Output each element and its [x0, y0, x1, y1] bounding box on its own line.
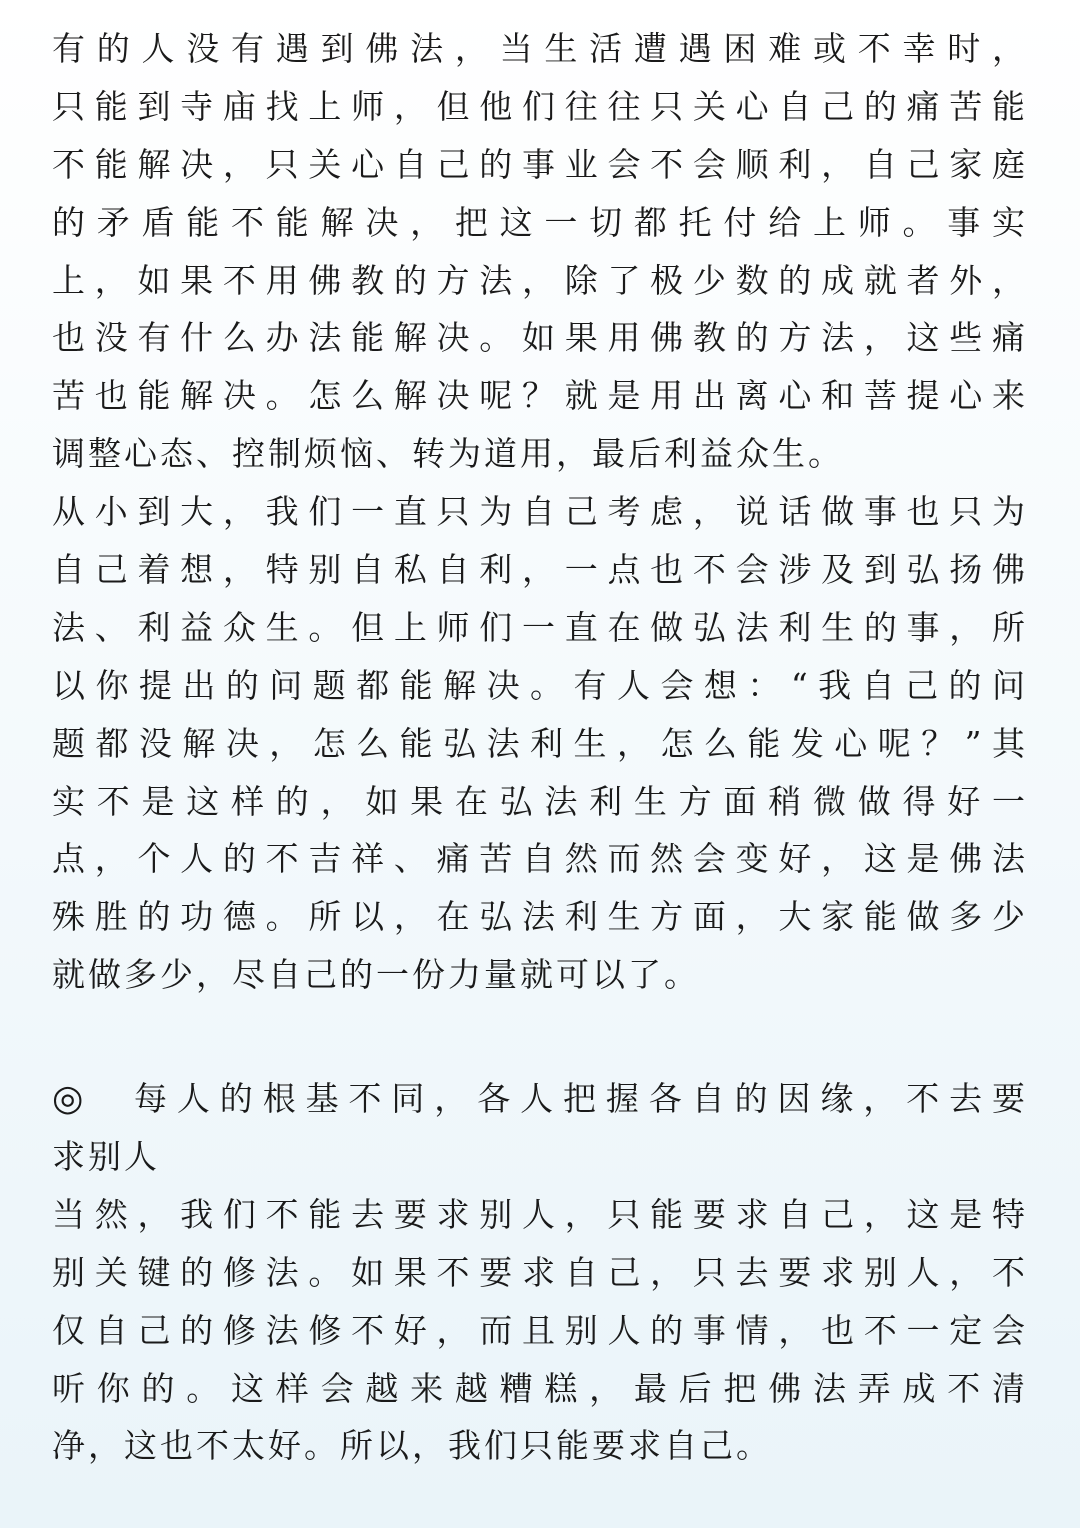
- heading-continuation: 求别人: [52, 1137, 160, 1177]
- text-line: 仅自己的修法修不好，而且别人的事情，也不一定会: [52, 1310, 1028, 1350]
- heading-line: [52, 1070, 1028, 1128]
- text-line: 上，如果不用佛教的方法，除了极少数的成就者外，: [52, 260, 1028, 300]
- text-line: 以你提出的问题都能解决。有人会想：“我自己的问: [52, 665, 1028, 705]
- text-line: 从小到大，我们一直只为自己考虑，说话做事也只为: [52, 492, 1028, 532]
- text-line: 的矛盾能不能解决，把这一切都托付给上师。事实: [52, 202, 1028, 242]
- text-line: 也没有什么办法能解决。如果用佛教的方法，这些痛: [52, 318, 1028, 358]
- text-line: 净，这也不太好。所以，我们只能要求自己。: [52, 1426, 772, 1466]
- text-line: 别关键的修法。如果不要求自己，只去要求别人，不: [52, 1252, 1028, 1292]
- text-line: 法、利益众生。但上师们一直在做弘法利生的事，所: [52, 607, 1028, 647]
- text-line: 就做多少，尽自己的一份力量就可以了。: [52, 955, 700, 995]
- text-line: 题都没解决，怎么能弘法利生，怎么能发心呢？”其: [52, 723, 1028, 763]
- text-line: 当然，我们不能去要求别人，只能要求自己，这是特: [52, 1194, 1028, 1234]
- text-line: 实不是这样的，如果在弘法利生方面稍微做得好一: [52, 781, 1028, 821]
- text-line: 调整心态、控制烦恼、转为道用，最后利益众生。: [52, 434, 844, 474]
- paragraph-benefit-beings: [52, 483, 1028, 1004]
- heading-text: 每人的根基不同，各人把握各自的因缘，不去要: [134, 1079, 1028, 1119]
- paragraph-seeking-help: [52, 20, 1028, 483]
- paragraph-require-oneself: [52, 1186, 1028, 1475]
- text-line: 殊胜的功德。所以，在弘法利生方面，大家能做多少: [52, 897, 1028, 937]
- text-line: 点，个人的不吉祥、痛苦自然而然会变好，这是佛法: [52, 839, 1028, 879]
- text-line: 苦也能解决。怎么解决呢？就是用出离心和菩提心来: [52, 376, 1028, 416]
- text-line: 只能到寺庙找上师，但他们往往只关心自己的痛苦能: [52, 86, 1028, 126]
- section-spacer: [52, 1004, 1028, 1070]
- text-line: 听你的。这样会越来越糟糕，最后把佛法弄成不清: [52, 1368, 1028, 1408]
- text-line: 自己着想，特别自私自利，一点也不会涉及到弘扬佛: [52, 550, 1028, 590]
- section-heading: [52, 1070, 1028, 1186]
- bullseye-icon: ◎: [52, 1078, 87, 1120]
- text-line: 不能解决，只关心自己的事业会不会顺利，自己家庭: [52, 144, 1028, 184]
- text-line: 有的人没有遇到佛法，当生活遭遇困难或不幸时，: [52, 29, 1028, 68]
